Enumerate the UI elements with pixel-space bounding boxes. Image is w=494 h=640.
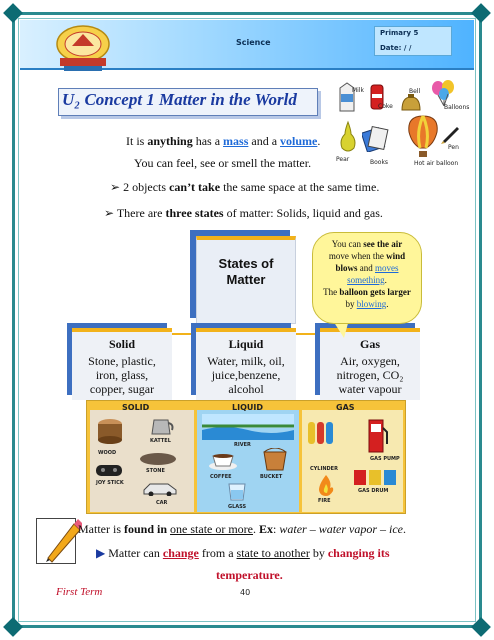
gas-pump-label: GAS PUMP [370,456,400,462]
balloons-label: Balloons [444,104,470,111]
temperature-line: temperature. [216,568,283,582]
bell-label: Bell [409,88,421,95]
subject-label: Science [236,38,271,47]
balloons-icon [430,80,458,106]
books-label: Books [370,159,389,166]
cylinder-icon [306,418,336,446]
gas-pump-icon [366,414,388,454]
glass-label: GLASS [228,504,247,510]
photo-solid-heading: SOLID [122,403,150,412]
stone-icon [138,450,178,466]
photo-liquid-heading: LIQUID [232,403,263,412]
bullet-arrow-icon: ➢ [104,206,117,220]
pencil-icon [38,514,82,564]
stone-label: STONE [146,468,165,474]
term-label: First Term [56,586,103,598]
pear-label: Pear [336,156,350,163]
pear-icon [338,120,358,154]
gas-drum-label: GAS DRUM [358,488,389,494]
date-label: Date: / / [380,44,412,52]
bullet-2: ➢ There are three states of matter: Solids, liquid and gas. [104,206,383,220]
kattel-label: KATTEL [150,438,171,444]
fire-label: FIRE [318,498,331,504]
gas-title: Gas [359,337,380,351]
solid-examples: Stone, plastic, iron, glass, copper, sugar [88,354,156,396]
pen-label: Pen [448,144,459,151]
glass-icon [226,482,248,502]
solid-title: Solid [108,337,135,351]
wood-icon [96,418,124,444]
cylinder-label: CYLINDER [310,466,338,472]
river-label: RIVER [234,442,251,448]
intro-line-2: You can feel, see or smell the matter. [134,156,312,170]
bullet-arrow-icon: ➢ [110,180,124,194]
change-line: ▶ Matter can change from a state to another by changing its [96,546,390,560]
car-label: CAR [156,500,168,506]
hot-air-balloon-label: Hot air balloon [414,160,459,167]
liquid-examples: Water, milk, oil, juice,benzene, alcohol [207,354,285,396]
coffee-label: COFFEE [210,474,232,480]
joy-stick-icon [94,462,124,478]
joy-stick-label: JOY STICK [96,480,124,486]
states-of-matter-title: States of Matter [218,256,274,287]
kattel-icon [150,414,174,436]
hot-air-balloon-icon [406,114,440,158]
books-icon [362,124,390,152]
found-in-line: Matter is found in one state or more. Ex: water – water vapor – ice. [78,522,407,536]
coke-label: Coke [378,103,393,110]
bullet-1: ➢ 2 objects can’t take the same space at the same time. [110,180,380,194]
bucket-icon [260,448,290,472]
bullet-triangle-icon: ▶ [96,546,109,560]
gas-drum-icon [352,466,398,486]
bubble-text: You can see the air move when the wind blows and moves something. The balloon gets larger by blowing. [323,239,411,309]
wood-label: WOOD [98,450,117,456]
intro-line-1: It is anything has a mass and a volume. [126,134,321,148]
liquid-title: Liquid [228,337,264,351]
car-icon [140,480,180,496]
page-number: 40 [240,588,251,597]
bucket-label: BUCKET [260,474,283,480]
grade-label: Primary 5 [380,29,419,37]
coffee-icon [208,452,238,472]
river-icon [202,414,294,440]
page-title: U₂ Concept 1 Matter in the World [62,90,297,109]
bell-icon [398,94,424,112]
pen-icon [440,122,462,144]
photo-gas-heading: GAS [336,403,355,412]
school-logo-icon [50,22,116,72]
fire-icon [316,474,336,496]
gas-examples: Air, oxygen, nitrogen, CO₂ water vapour [336,354,404,396]
milk-label: Milk [352,87,364,94]
